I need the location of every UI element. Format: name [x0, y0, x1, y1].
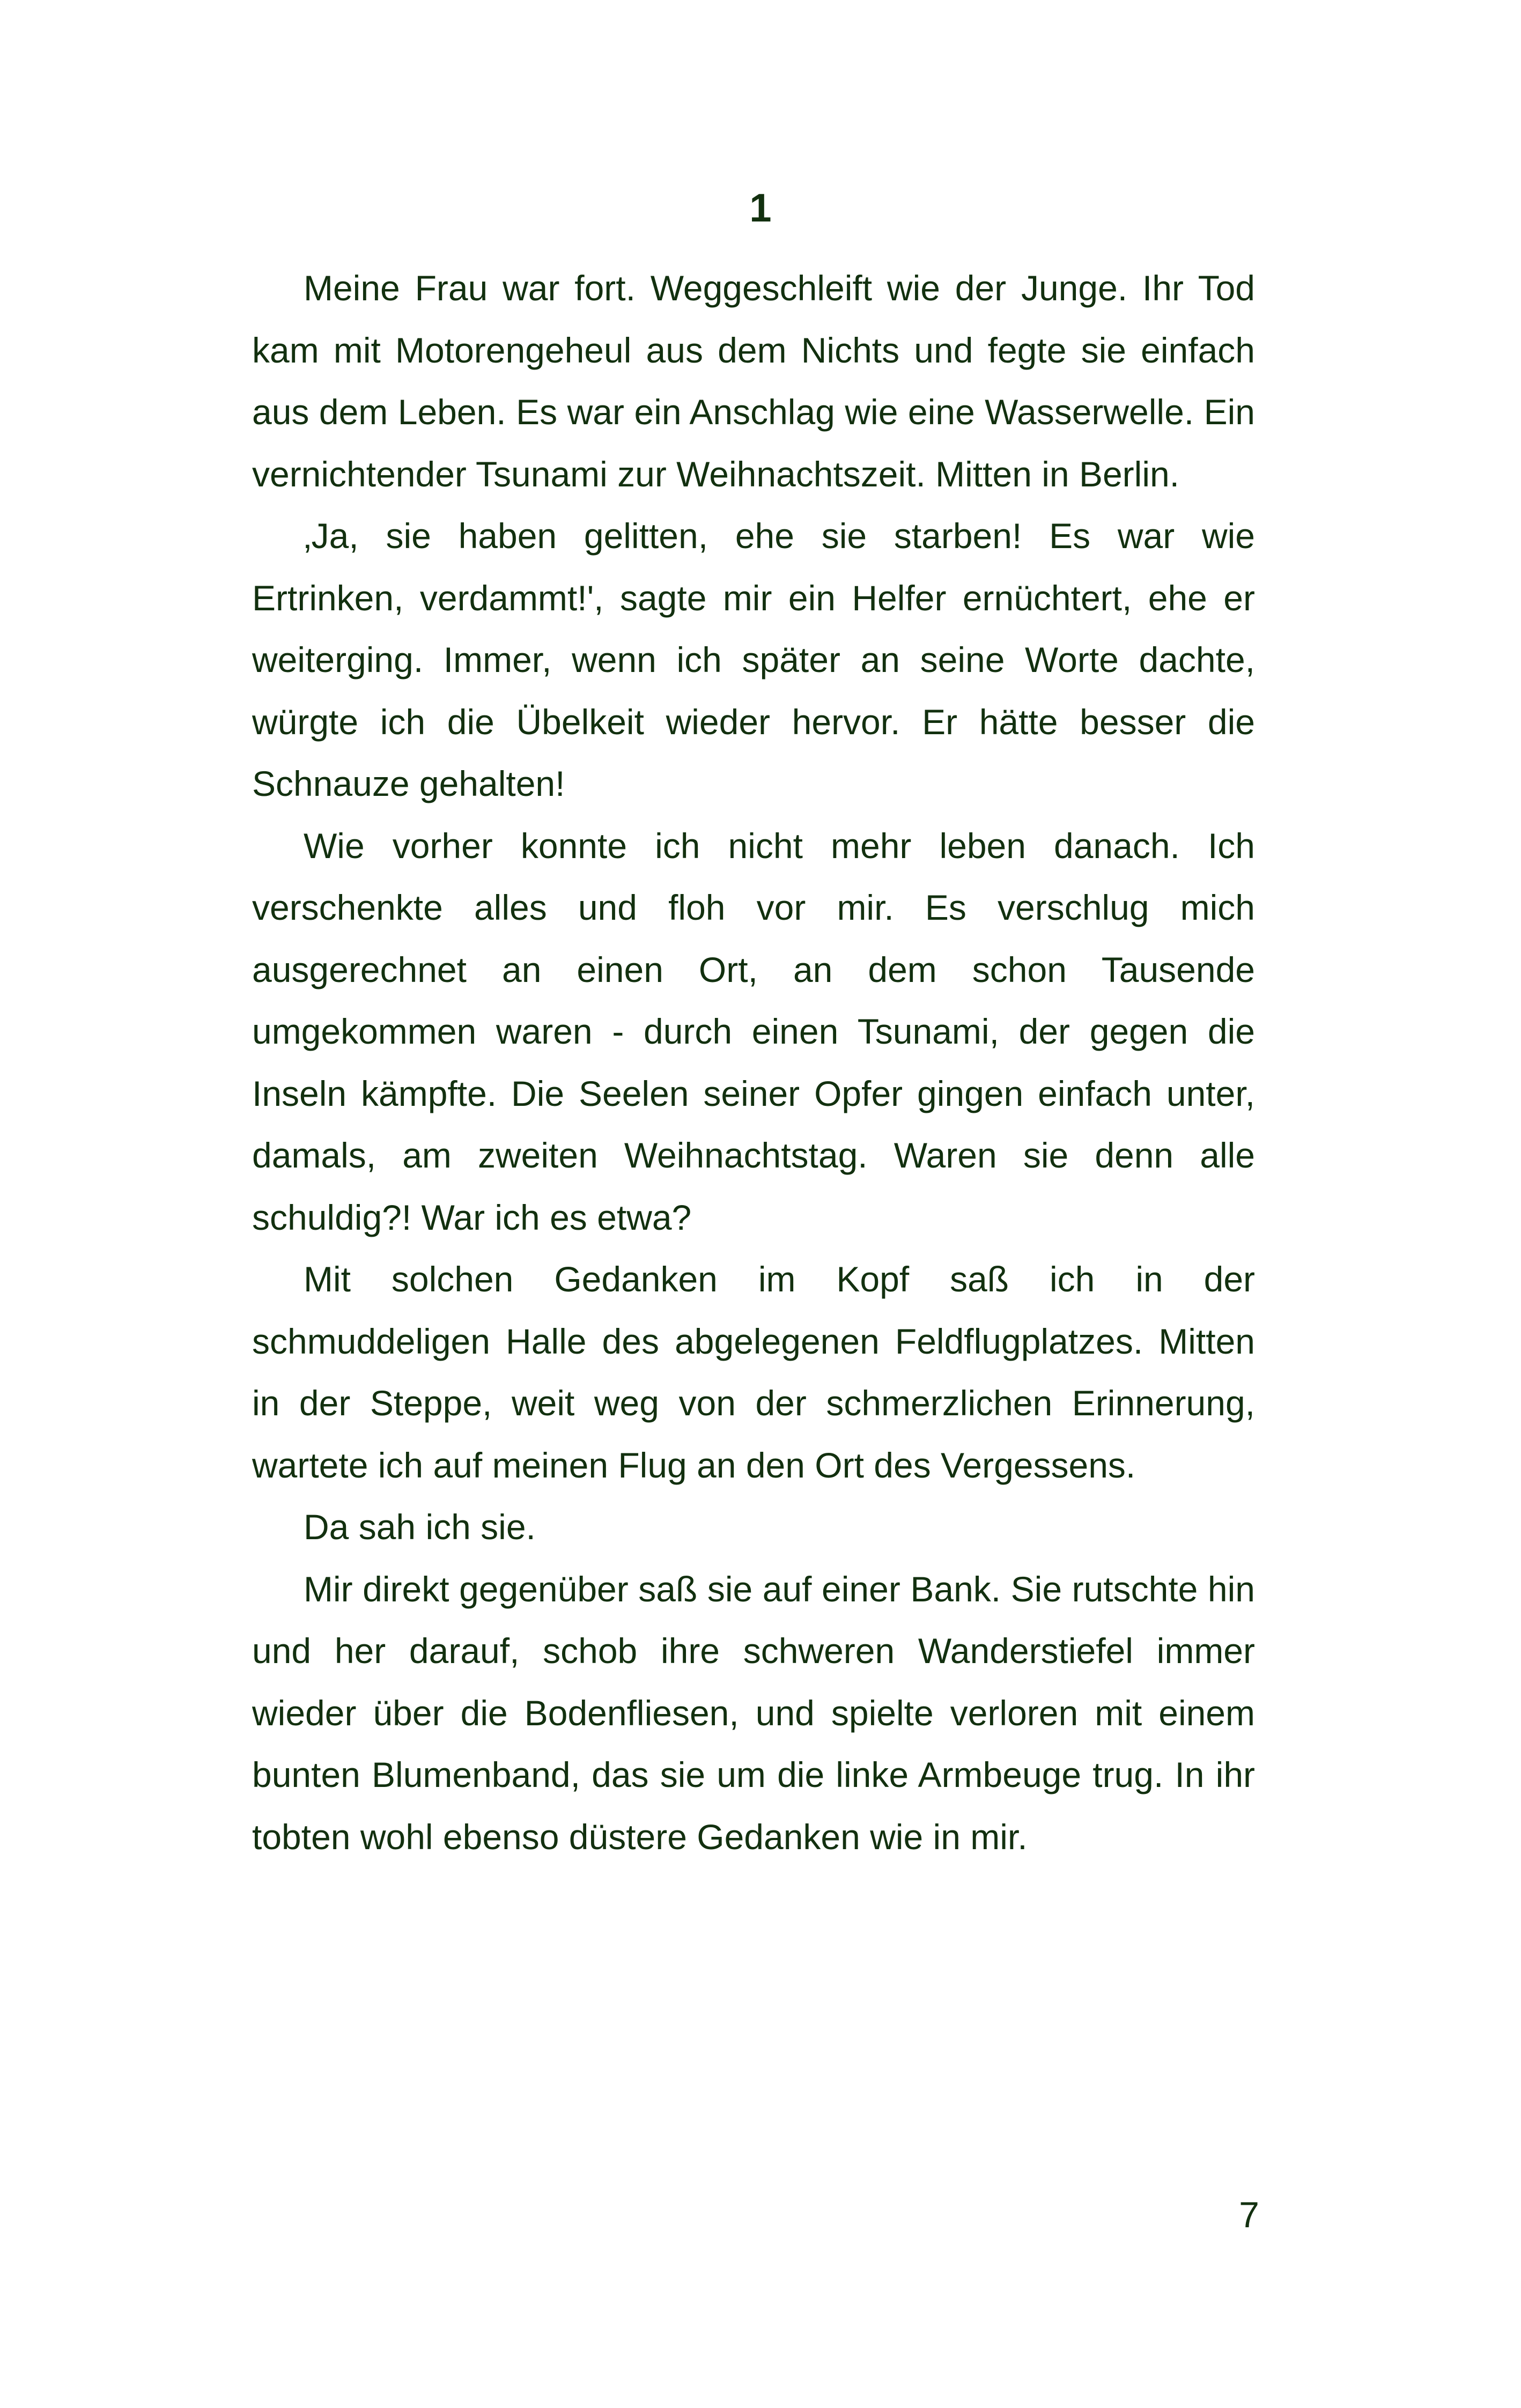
paragraph: Mir direkt gegenüber saß sie auf einer Bank. Sie rutschte hin und her darauf, schob ihre schweren Wanderstiefel immer wieder über die Bodenfliesen, und spielte verloren mit einem bunten Blumenband, das sie um die linke Armbeuge trug. In ihr tobten wohl ebenso düstere Gedanken wie in mir.: [252, 1569, 1255, 1857]
chapter-number: 1: [749, 186, 772, 230]
page-number: 7: [1239, 2195, 1259, 2235]
paragraph: ‚Ja, sie haben gelitten, ehe sie starben! Es war wie Ertrinken, verdammt!', sagte mir ein Helfer ernüchtert, ehe er weiterging. Immer, wenn ich später an seine Worte dachte, würgte ich die Übelkeit wieder hervor. Er hätte besser die Schnauze gehalten!: [252, 516, 1255, 803]
paragraph: Wie vorher konnte ich nicht mehr leben danach. Ich verschenkte alles und floh vor mir. Es verschlug mich ausgerechnet an einen Ort, an dem schon Tausende umgekommen waren - durch einen Tsunami, der gegen die Inseln kämpfte. Die Seelen seiner Opfer gingen einfach unter, damals, am zweiten Weihnachtstag. Waren sie denn alle schuldig?! War ich es etwa?: [252, 825, 1255, 1237]
paragraph: Mit solchen Gedanken im Kopf saß ich in der schmuddeligen Halle des abgelegenen Feldflugplatzes. Mitten in der Steppe, weit weg von der schmerzlichen Erinnerung, wartete ich auf meinen Flug an den Ort des Vergessens.: [252, 1259, 1255, 1485]
paragraph: Da sah ich sie.: [304, 1507, 536, 1547]
paragraph: Meine Frau war fort. Weggeschleift wie der Junge. Ihr Tod kam mit Motorengeheul aus dem Nichts und fegte sie einfach aus dem Leben. Es war ein Anschlag wie eine Wasserwelle. Ein vernichtender Tsunami zur Weihnachtszeit. Mitten in Berlin.: [252, 268, 1255, 494]
chapter-text: [252, 257, 1255, 1868]
